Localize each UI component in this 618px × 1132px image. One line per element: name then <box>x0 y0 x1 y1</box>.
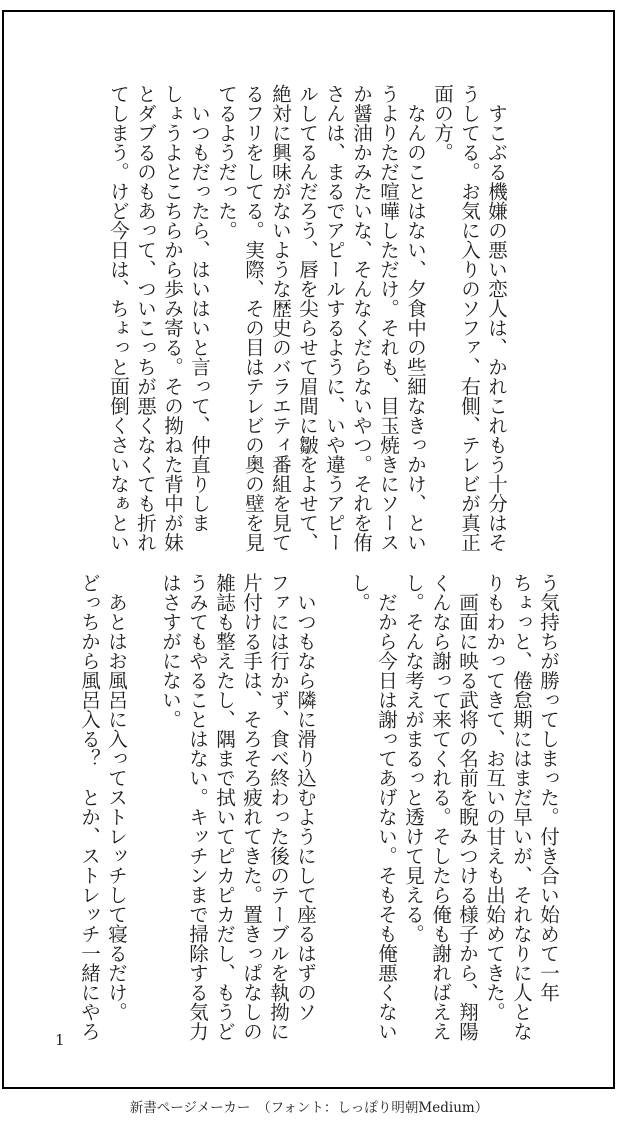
text-line: てしまう。けど今日は、ちょっと面倒くさいなぁとい <box>107 84 130 552</box>
text-line: うみてもやることはない。キッチンまで掃除する気力 <box>186 573 209 1041</box>
text-block-bottom <box>76 573 562 1043</box>
text-line: すこぶる機嫌の悪い恋人は、かれこれもう十分はそ <box>485 84 508 552</box>
text-line: ルしてるんだろう、唇を尖らせて眉間に皺をよせて、 <box>296 84 319 552</box>
footer-caption: 新書ページメーカー （フォント：しっぽり明朝Medium） <box>129 1100 489 1116</box>
text-line: いつもなら隣に滑り込むようにして座るはずのソ <box>294 573 317 1022</box>
text-line: はさすがにない。 <box>159 573 182 729</box>
text-line: ファには行かず、食べ終わった後のテーブルを執拗に <box>267 573 290 1041</box>
text-line: だから今日は謝ってあげない。そもそも俺悪くない <box>375 573 398 1041</box>
text-line <box>130 573 157 1043</box>
text-block-top <box>105 84 510 554</box>
text-line: うしてる。お気に入りのソファ、右側、テレビが真正 <box>458 84 481 552</box>
text-line: 面の方。 <box>431 84 454 162</box>
text-line: なんのことはない、夕食中の些細なきっかけ、とい <box>404 84 427 552</box>
text-line: りもわかってきて、お互いの甘えも出始めてきた。 <box>483 573 506 1022</box>
text-line: とダブるのもあって、ついこっちが悪くなくても折れ <box>134 84 157 552</box>
text-line: くんなら謝って来てくれる。そしたら俺も謝ればええ <box>429 573 452 1041</box>
text-line: さんは、まるでアピールするように、いや違うアピー <box>323 84 346 552</box>
text-line: か醤油かみたいな、そんなくだらないやつ。それを侑 <box>350 84 373 552</box>
text-line <box>319 573 346 1043</box>
text-line: う気持ちが勝ってしまった。付き合い始めて一年 <box>537 573 560 1002</box>
text-line: ちょっと、倦怠期にはまだ早いが、それなりに人とな <box>510 573 533 1041</box>
text-line: 絶対に興味がないような歴史のバラエティ番組を見て <box>269 84 292 552</box>
text-line: どっちから風呂入る？ とか、ストレッチ一緒にやろ <box>78 573 101 1041</box>
text-line: 雑誌も整えたし、隅まで拭いてピカピカだし、もうど <box>213 573 236 1041</box>
page-number: 1 <box>55 1031 65 1049</box>
text-line: し。 <box>348 573 371 612</box>
text-line: 画面に映る武将の名前を睨みつける様子から、翔陽 <box>456 573 479 1041</box>
text-line: うよりただ喧嘩しただけ。それも、目玉焼きにソース <box>377 84 400 552</box>
text-line: てるようだった。 <box>215 84 238 240</box>
text-line: いつもだったら、はいはいと言って、仲直りしま <box>188 84 211 533</box>
text-line: あとはお風呂に入ってストレッチして寝るだけ。 <box>105 573 128 1022</box>
text-line: 片付ける手は、そろそろ疲れてきた。置きっぱなしの <box>240 573 263 1041</box>
text-line: しょうよとこちらから歩み寄る。その拗ねた背中が妹 <box>161 84 184 552</box>
text-line: し。そんな考えがまるっと透けて見える。 <box>402 573 425 944</box>
text-line: るフリをしてる。実際、その目はテレビの奥の壁を見 <box>242 84 265 552</box>
